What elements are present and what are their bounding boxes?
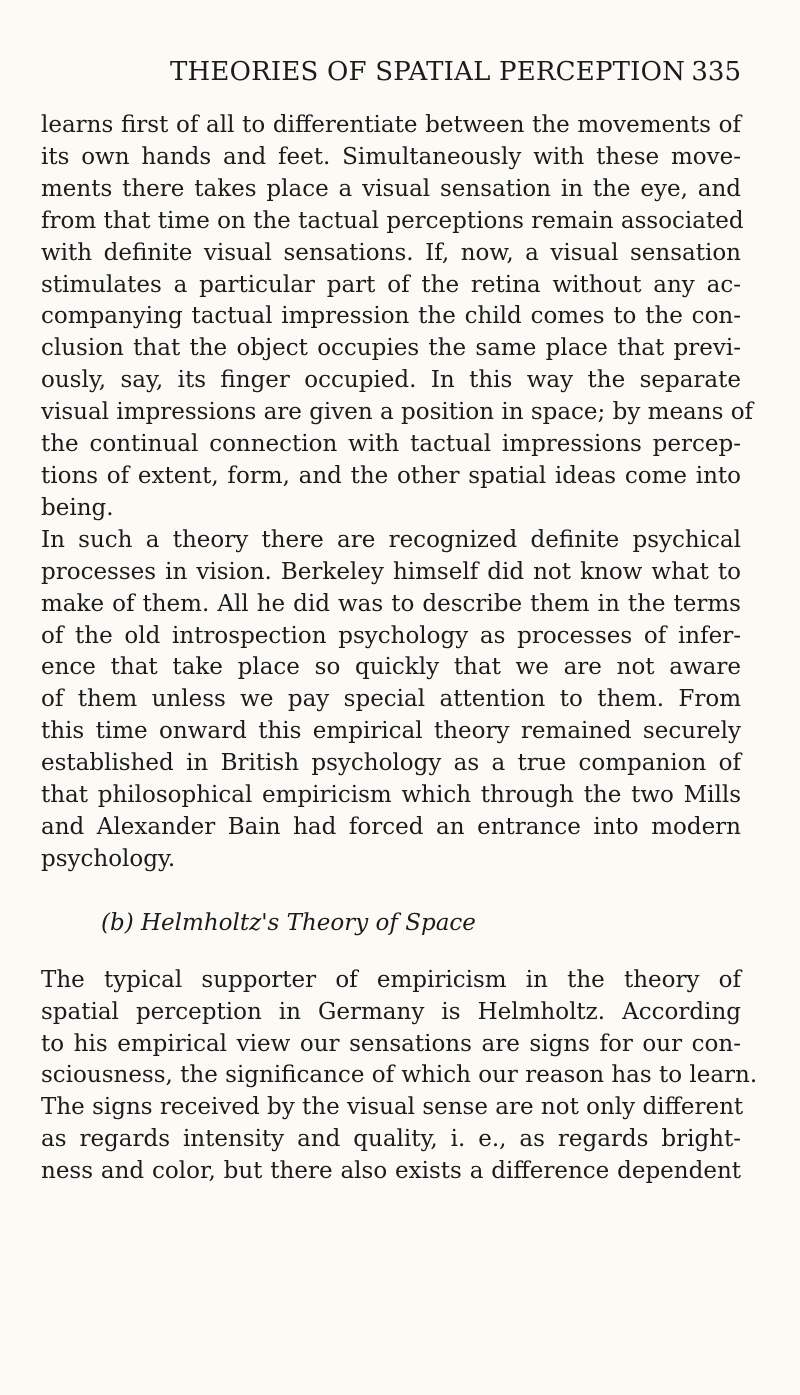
paragraph: [41, 110, 754, 525]
text-line: In such a theory there are recognized definite psychical: [41, 526, 741, 553]
book-page: [41, 56, 758, 1188]
text-line: that philosophical empiricism which through the two Mills: [41, 782, 741, 809]
text-line: The typical supporter of empiricism in the theory of: [41, 966, 741, 993]
text-line: established in British psychology as a true companion of: [41, 750, 741, 777]
text-line: psychology.: [41, 845, 176, 872]
running-head: [41, 56, 741, 96]
text-line: ence that take place so quickly that we are not aware: [41, 654, 741, 681]
text-line: spatial perception in Germany is Helmholtz. According: [41, 998, 741, 1025]
section-heading: (b) Helmholtz's Theory of Space: [101, 909, 476, 936]
text-line: tions of extent, form, and the other spatial ideas come into: [41, 462, 741, 489]
text-line: of them unless we pay special attention to them. From: [41, 686, 741, 713]
text-line: as regards intensity and quality, i. e., as regards bright-: [41, 1126, 741, 1153]
running-title: THEORIES OF SPATIAL PERCEPTION: [170, 57, 686, 87]
text-line: of the old introspection psychology as processes of infer-: [41, 622, 741, 649]
text-line: visual impressions are given a position in space; by means of: [41, 399, 754, 426]
text-line: sciousness, the significance of which our reason has to learn.: [41, 1062, 758, 1089]
text-line: companying tactual impression the child comes to the con-: [41, 303, 741, 330]
text-line: to his empirical view our sensations are signs for our con-: [41, 1030, 741, 1057]
text-line: clusion that the object occupies the same place that previ-: [41, 335, 741, 362]
text-line: its own hands and feet. Simultaneously with these move-: [41, 143, 741, 170]
text-line: The signs received by the visual sense are not only different: [41, 1094, 744, 1121]
text-line: with definite visual sensations. If, now, a visual sensation: [41, 239, 741, 266]
paragraph: [41, 965, 758, 1188]
text-line: from that time on the tactual perceptions remain associated: [41, 207, 744, 234]
text-line: ments there takes place a visual sensation in the eye, and: [41, 175, 741, 202]
text-line: learns first of all to differentiate between the movements of: [41, 112, 741, 138]
text-line: make of them. All he did was to describe them in the terms: [41, 590, 741, 617]
text-line: processes in vision. Berkeley himself did not know what to: [41, 558, 741, 585]
text-line: and Alexander Bain had forced an entrance into modern: [41, 813, 741, 840]
text-line: ness and color, but there also exists a difference dependent: [41, 1158, 741, 1185]
text-line: ously, say, its finger occupied. In this way the separate: [41, 367, 741, 394]
text-line: stimulates a particular part of the retina without any ac-: [41, 271, 741, 298]
page-number: 335: [691, 57, 741, 87]
text-line: the continual connection with tactual impressions percep-: [41, 431, 741, 458]
text-line: being.: [41, 494, 114, 521]
paragraph: [41, 525, 741, 876]
text-line: this time onward this empirical theory remained securely: [41, 718, 741, 745]
